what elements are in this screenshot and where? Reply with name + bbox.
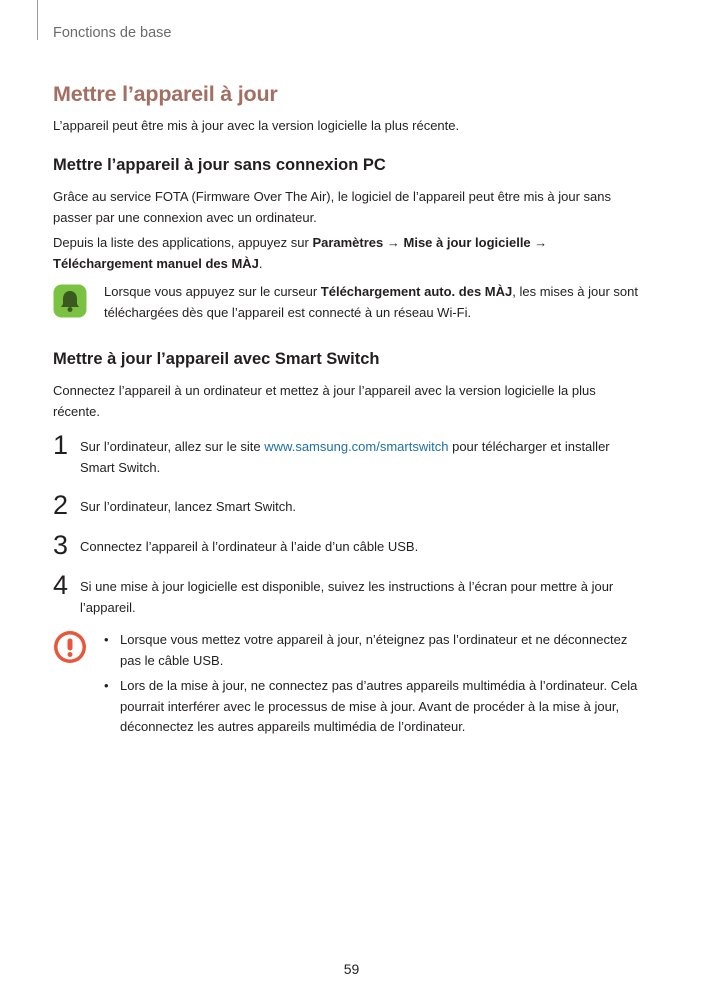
bullet: • (104, 678, 109, 693)
section-title: Fonctions de base (53, 25, 172, 41)
step1-prefix: Sur l’ordinateur, allez sur le site (80, 439, 265, 454)
step-number: 1 (53, 430, 69, 460)
section1-heading: Mettre l’appareil à jour sans connexion PC (53, 156, 386, 174)
section2-heading: Mettre à jour l’appareil avec Smart Switch (53, 350, 380, 368)
smartswitch-link[interactable]: www.samsung.com/smartswitch (264, 439, 449, 454)
path-manual-download: Téléchargement manuel des MÀJ (53, 255, 259, 271)
warning-text: Lors de la mise à jour, ne connectez pas d’autres appareils multimédia à l’ordinateur. Cela pourrait interférer avec le processus de mise à jour. Avant de procéder à la mise à jour, déconnectez les autres appareils multimédia de l’ordinateur. (120, 678, 638, 734)
period: . (258, 255, 263, 271)
step-text: Si une mise à jour logicielle est disponible, suivez les instructions à l’écran pour mettre à jour l’appareil. (80, 579, 614, 615)
note-prefix: Lorsque vous appuyez sur le curseur (104, 284, 321, 299)
note-bell-icon (53, 284, 87, 318)
path-software-update: Mise à jour logicielle (403, 235, 531, 250)
note-suffix: , les mises à jour sont téléchargées dès que l’appareil est connecté à un réseau Wi-Fi. (104, 284, 638, 320)
step-number: 4 (53, 570, 69, 600)
section1-para2 (53, 233, 643, 274)
intro-text: L’appareil peut être mis à jour avec la version logicielle la plus récente. (53, 118, 460, 133)
para2-prefix: Depuis la liste des applications, appuyez sur (53, 235, 313, 250)
step-number: 3 (53, 530, 69, 560)
step-text: Connectez l’appareil à l’ordinateur à l’aide d’un câble USB. (80, 539, 419, 554)
arrow: → (534, 235, 548, 250)
arrow: → (386, 235, 400, 250)
section1-para1: Grâce au service FOTA (Firmware Over The Air), le logiciel de l’appareil peut être mis à jour sans passer par une connexion avec un ordinateur. (53, 189, 612, 225)
warning-icon (53, 630, 87, 664)
page-number: 59 (343, 961, 360, 977)
section2-intro: Connectez l’appareil à un ordinateur et mettez à jour l’appareil avec la version logicielle la plus récente. (53, 383, 596, 419)
bullet: • (104, 632, 109, 647)
page-title: Mettre l’appareil à jour (53, 82, 278, 106)
step-number: 2 (53, 490, 69, 520)
warning-text: Lorsque vous mettez votre appareil à jour, n’éteignez pas l’ordinateur et ne déconnectez pas le câble USB. (120, 632, 628, 668)
path-settings: Paramètres (312, 235, 384, 250)
note-bold: Téléchargement auto. des MÀJ (320, 284, 513, 299)
step1-suffix: pour télécharger et installer Smart Switch. (80, 439, 610, 475)
header-divider (37, 0, 38, 40)
auto-download-note (104, 282, 644, 323)
step-text: Sur l’ordinateur, lancez Smart Switch. (80, 499, 297, 514)
step-text (80, 437, 640, 478)
